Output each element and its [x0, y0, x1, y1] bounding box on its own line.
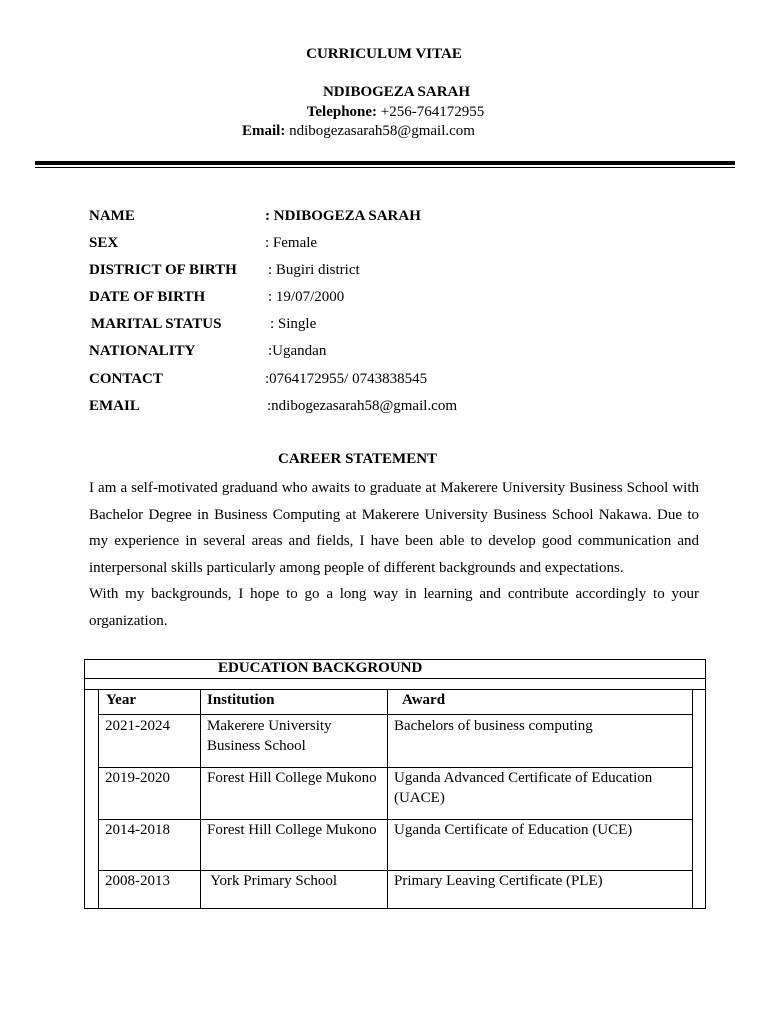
- career-line: I am a self-motivated graduand who awaits to graduate at Makerere University Business School with: [89, 480, 699, 496]
- info-label-nationality: NATIONALITY: [89, 343, 196, 359]
- cell-year: 2008-2013: [105, 873, 170, 889]
- cell-award: Primary Leaving Certificate (PLE): [394, 873, 603, 889]
- cell-award: (UACE): [394, 790, 445, 806]
- info-label-contact: CONTACT: [89, 371, 163, 387]
- cell-year: 2014-2018: [105, 822, 170, 838]
- career-line: organization.: [89, 612, 168, 629]
- info-label-sex: SEX: [89, 235, 119, 251]
- cell-institution: Makerere University: [207, 718, 332, 734]
- cell-award: Uganda Certificate of Education (UCE): [394, 822, 633, 838]
- info-value-district: : Bugiri district: [268, 262, 360, 278]
- header-divider-thin: [35, 167, 735, 168]
- column-header-award: Award: [402, 692, 446, 708]
- table-line: [692, 689, 693, 909]
- cell-year: 2021-2024: [105, 718, 170, 734]
- table-line: [98, 689, 99, 909]
- telephone-label: Telephone:: [306, 104, 378, 120]
- column-header-institution: Institution: [207, 692, 275, 708]
- info-value-nationality: :Ugandan: [268, 343, 327, 359]
- career-line: Bachelor Degree in Business Computing at Makerere University Business School Nakawa. Due to: [89, 506, 699, 523]
- cell-year: 2019-2020: [105, 770, 170, 786]
- table-line: [99, 714, 693, 715]
- info-label-name: NAME: [89, 208, 135, 224]
- info-value-email: :ndibogezasarah58@gmail.com: [267, 398, 458, 414]
- table-line: [387, 689, 388, 909]
- cell-institution: Forest Hill College Mukono: [207, 770, 377, 786]
- cell-award: Uganda Advanced Certificate of Education: [394, 770, 653, 786]
- telephone-value: +256-764172955: [377, 104, 485, 120]
- email-value: ndibogezasarah58@gmail.com: [285, 123, 475, 139]
- cell-award: Bachelors of business computing: [394, 718, 593, 734]
- cell-institution: Forest Hill College Mukono: [207, 822, 377, 838]
- career-paragraph: [89, 475, 699, 634]
- table-line: [84, 689, 706, 690]
- table-line: [200, 689, 201, 909]
- career-line: interpersonal skills particularly among people of different backgrounds and expectations.: [89, 559, 624, 576]
- education-heading: EDUCATION BACKGROUND: [218, 660, 423, 676]
- info-value-sex: : Female: [265, 235, 318, 251]
- career-line: With my backgrounds, I hope to go a long way in learning and contribute accordingly to your: [89, 586, 699, 602]
- info-label-district: DISTRICT OF BIRTH: [89, 262, 237, 278]
- info-label-marital: MARITAL STATUS: [91, 316, 222, 332]
- column-header-year: Year: [106, 692, 136, 708]
- cv-title: CURRICULUM VITAE: [306, 46, 462, 62]
- table-line: [84, 678, 706, 679]
- career-heading: CAREER STATEMENT: [278, 451, 438, 467]
- info-label-dob: DATE OF BIRTH: [89, 289, 206, 305]
- info-value-name: : NDIBOGEZA SARAH: [265, 208, 421, 224]
- info-value-contact: :0764172955/ 0743838545: [265, 371, 428, 387]
- info-value-dob: : 19/07/2000: [268, 289, 345, 305]
- email-line: [242, 123, 475, 140]
- info-label-email: EMAIL: [89, 398, 140, 414]
- cell-institution: Business School: [207, 738, 306, 754]
- header-divider-thick: [35, 161, 735, 165]
- cell-institution: York Primary School: [207, 873, 338, 889]
- cv-name: NDIBOGEZA SARAH: [322, 84, 471, 100]
- telephone-line: [0, 104, 768, 121]
- email-label: Email:: [242, 123, 286, 139]
- career-line: my experience in several areas and fields, I have been able to develop good communication and: [89, 533, 699, 549]
- info-value-marital: : Single: [270, 316, 317, 332]
